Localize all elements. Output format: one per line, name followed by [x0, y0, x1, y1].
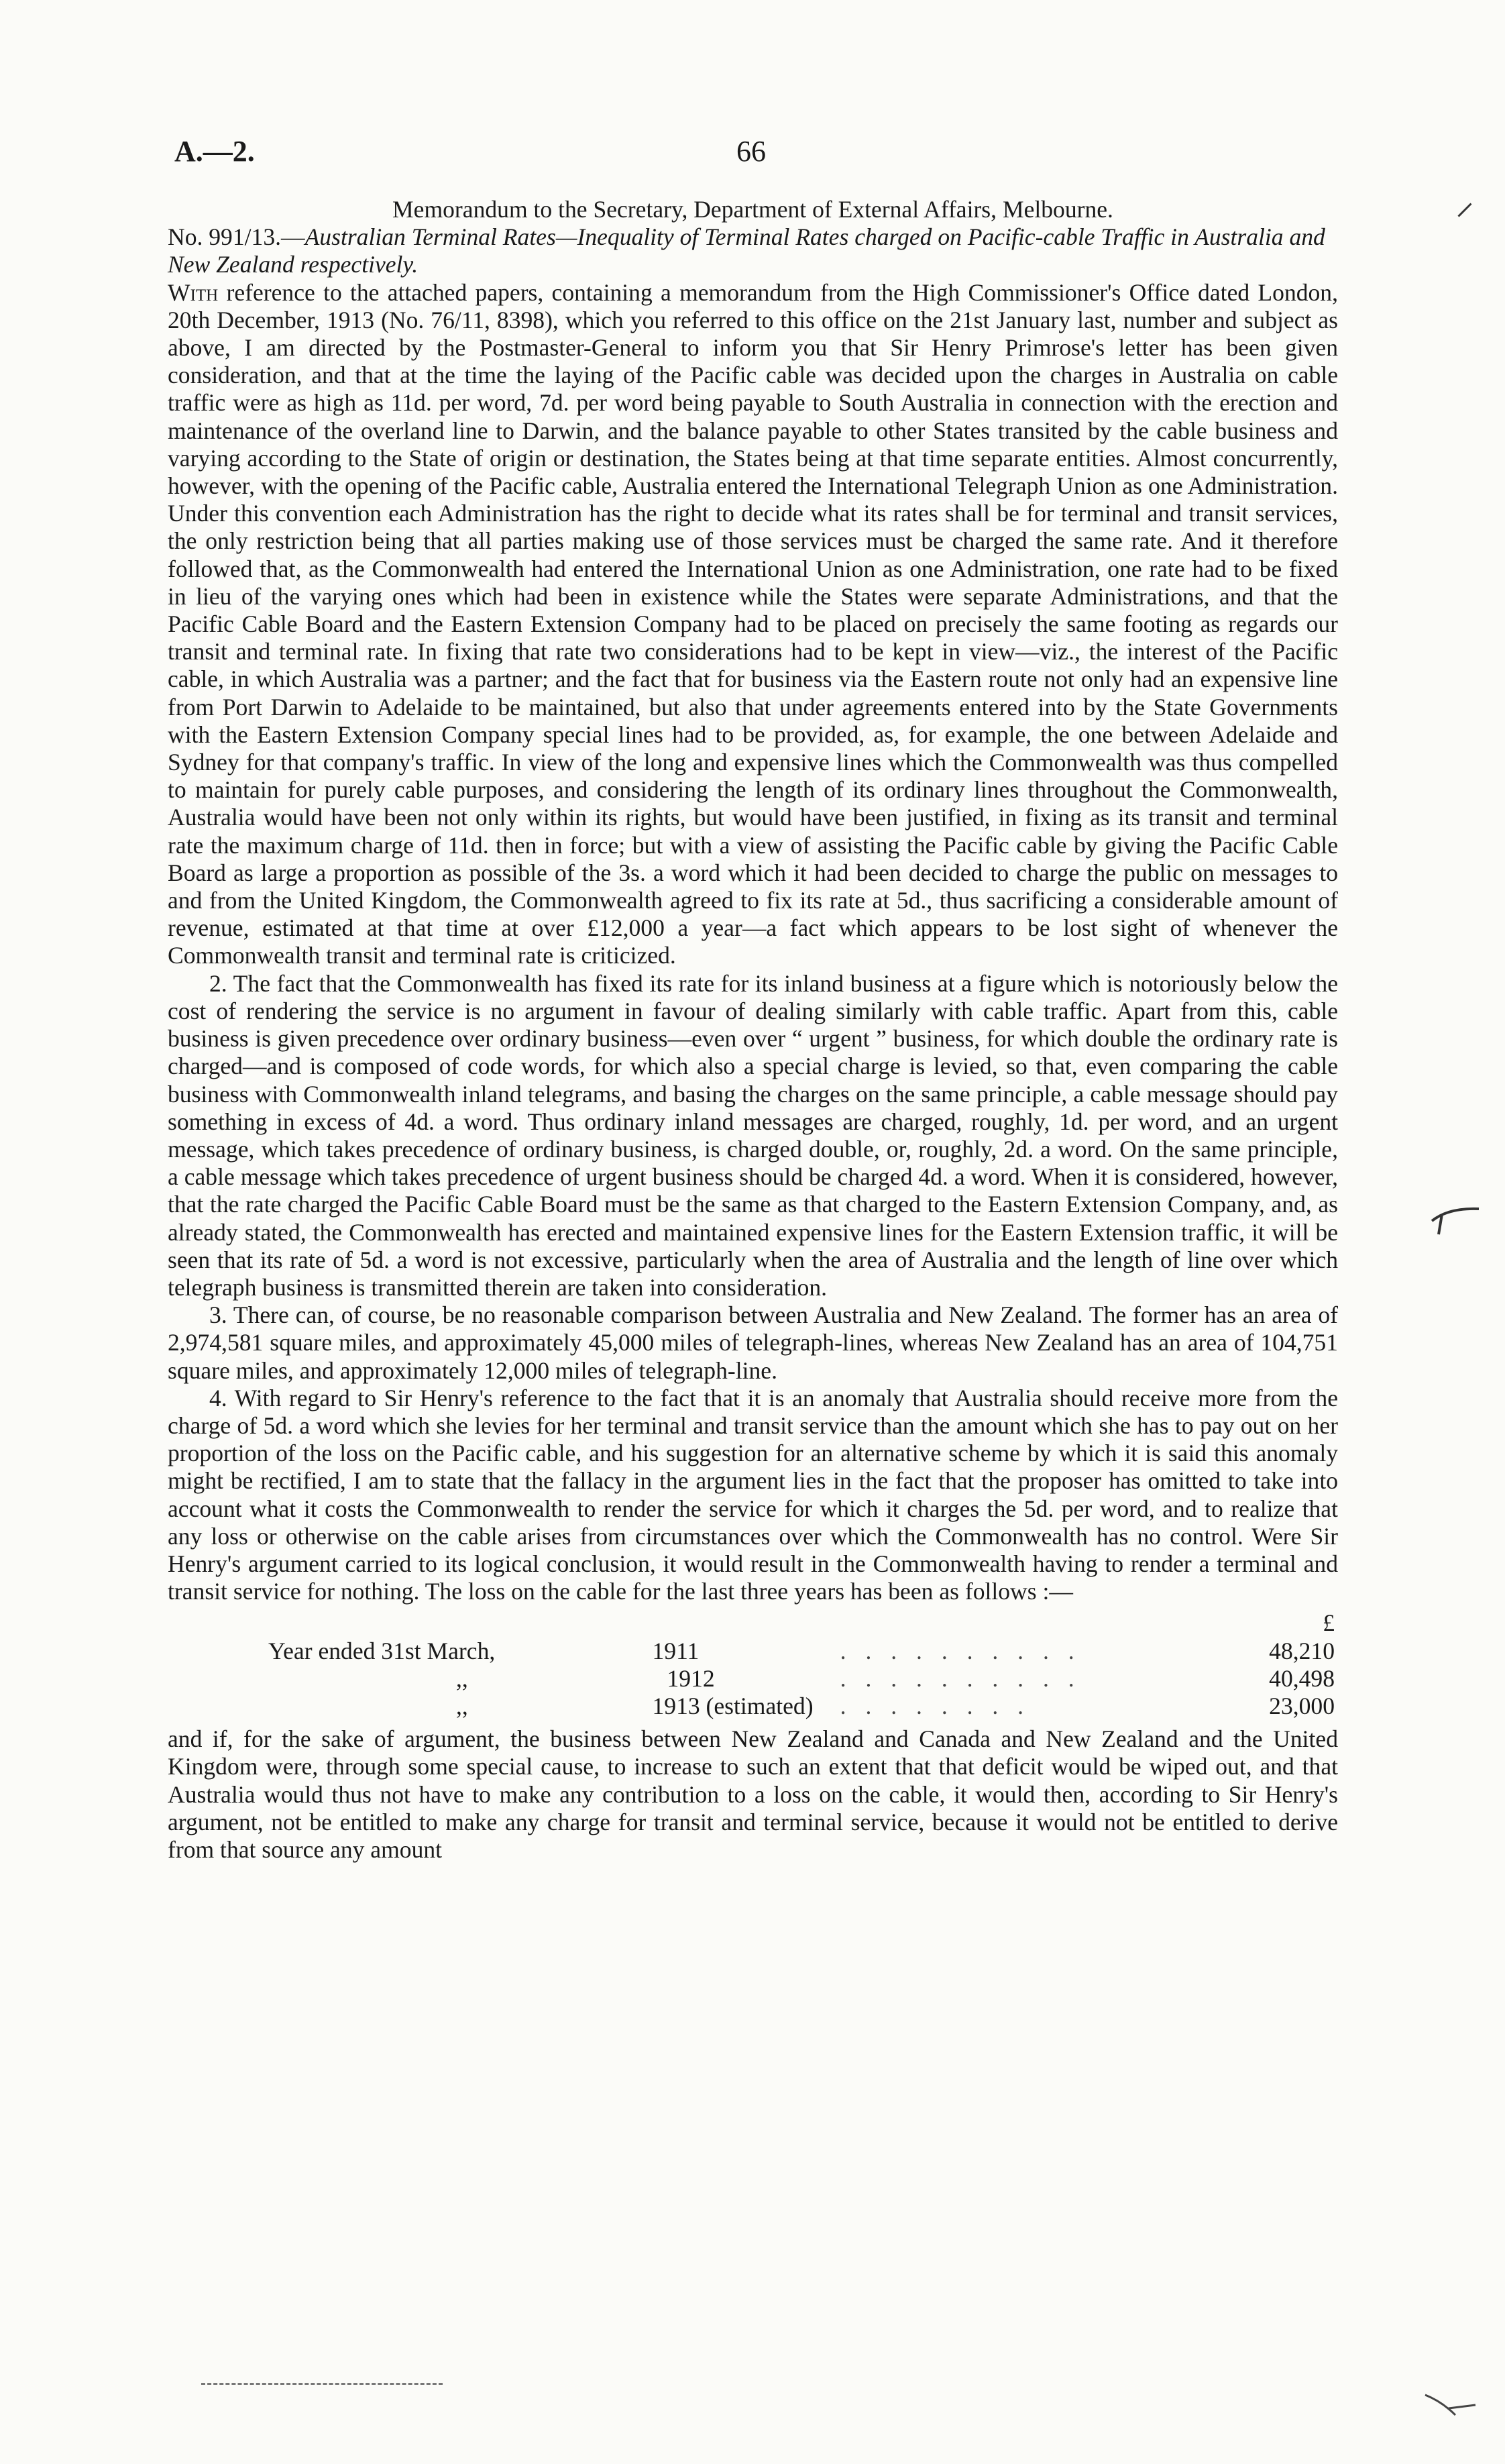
table-row [268, 1665, 1335, 1693]
row-amount: 40,498 [1269, 1664, 1335, 1692]
table-row [268, 1693, 1335, 1720]
table-row [268, 1638, 1335, 1665]
row-amount: 48,210 [1269, 1637, 1335, 1664]
section-code: A.—2. [174, 135, 255, 168]
currency-symbol: £ [1323, 1609, 1335, 1637]
memo-heading [168, 223, 1338, 278]
row-year: 1913 (estimated) [652, 1692, 814, 1719]
footer-rule [201, 2383, 443, 2388]
row-leader: . . . . . . . . . . [840, 1664, 1081, 1692]
row-year: 1912 [667, 1664, 715, 1692]
memo-number: No. 991/13.— [168, 223, 305, 251]
row-label: ,, [456, 1664, 468, 1692]
document-body [168, 196, 1338, 1864]
memo-addressee: Memorandum to the Secretary, Department of External Affairs, Melbourne. [392, 196, 1113, 223]
margin-mark-top: ⸝ [1455, 181, 1474, 223]
margin-mark-bottom [1422, 2388, 1482, 2439]
paragraph-4: 4. With regard to Sir Henry's reference to the fact that it is an anomaly that Australia should receive more from the charge of 5d. a word which she levies for her terminal and transit service than the amount which she has to pay out on her proportion of the loss on the Pacific cable, and his suggestion for an alternative scheme by which it is said this anomaly might be rectified, I am to state that the fallacy in the argument lies in the fact that the proposer has omitted to take into account what it costs the Commonwealth to render the service for which it charges the 5d. per word, and to realize that any loss or otherwise on the cable arises from circumstances over which the Commonwealth has no control. Were Sir Henry's argument carried to its logical conclusion, it would result in the Commonwealth having to render a terminal and transit service for nothing. The loss on the cable for the last three years has been as follows :— [168, 1384, 1338, 1605]
cable-loss-table [268, 1609, 1335, 1720]
paragraph-5: and if, for the sake of argument, the business between New Zealand and Canada and New Zealand and the United Kingdom were, through some special cause, to increase to such an extent that that deficit would be wiped out, and that Australia would thus not have to make any contribution to a loss on the cable, it would then, according to Sir Henry's argument, not be entitled to make any charge for transit and terminal service, because it would not be entitled to derive from that source any amount [168, 1725, 1338, 1863]
page-number: 66 [736, 135, 766, 168]
table-header-row [268, 1609, 1335, 1637]
row-amount: 23,000 [1269, 1692, 1335, 1719]
paragraph-2: 2. The fact that the Commonwealth has fixed its rate for its inland business at a figure which is notoriously below the cost of rendering the service is no argument in favour of dealing similarly with cable traffic. Apart from this, cable business is given precedence over ordinary business—even over “ urgent ” business, for which double the ordinary rate is charged—and is composed of code words, for which also a special charge is levied, so that, even comparing the cable business with Commonwealth inland telegrams, and basing the charges on the same principle, a cable message should pay something in excess of 4d. a word. Thus ordinary inland messages are charged, roughly, 1d. per word, and an urgent message, which takes precedence of ordinary business, is charged double, or, roughly, 2d. a word. On the same principle, a cable message which takes precedence of urgent business should be charged 4d. a word. When it is considered, however, that the rate charged the Pacific Cable Board must be the same as that charged to the Eastern Extension Company, and, as already stated, the Commonwealth has erected and maintained expensive lines for the Eastern Extension traffic, it will be seen that its rate of 5d. a word is not excessive, particularly when the area of Australia and the length of line over which telegraph business is transmitted therein are taken into consideration. [168, 969, 1338, 1301]
memo-subject: Australian Terminal Rates—Inequality of Terminal Rates charged on Pacific-cable Traffic in Australia and New Zealand respectively. [168, 223, 1325, 278]
row-leader: . . . . . . . . . . [840, 1637, 1081, 1664]
row-label: ,, [456, 1692, 468, 1719]
paragraph-1 [168, 279, 1338, 970]
paragraph-3: 3. There can, of course, be no reasonable comparison between Australia and New Zealand. The former has an area of 2,974,581 square miles, and approximately 45,000 miles of telegraph-lines, whereas New Zealand has an area of 104,751 square miles, and approximately 12,000 miles of telegraph-line. [168, 1301, 1338, 1384]
page-header [174, 134, 1328, 181]
margin-mark-middle [1429, 1201, 1482, 1251]
paragraph-1-text: reference to the attached papers, containing a memorandum from the High Commissioner's Office dated London, 20th December, 1913 (No. 76/11, 8398), which you referred to this office on the 21st January last, number and subject as above, I am directed by the Postmaster-General to inform you that Sir Henry Primrose's letter has been given consideration, and that at the time the laying of the Pacific cable was decided upon the charges in Australia on cable traffic were as high as 11d. per word, 7d. per word being payable to South Australia in connection with the erection and maintenance of the overland line to Darwin, and the balance payable to other States transited by the cable business and varying according to the State of origin or destination, the States being at that time separate entities. Almost concurrently, however, with the opening of the Pacific cable, Australia entered the International Telegraph Union as one Administration. Under this convention each Administration has the right to decide what its rates shall be for terminal and transit services, the only restriction being that all parties making use of those services must be charged the same rate. And it therefore followed that, as the Commonwealth had entered the International Union as one Administration, one rate had to be fixed in lieu of the varying ones which had been in existence while the States were separate Administrations, and that the Pacific Cable Board and the Eastern Extension Company had to be placed on precisely the same footing as regards our transit and terminal rate. In fixing that rate two considerations had to be kept in view—viz., the interest of the Pacific cable, in which Australia was a partner; and the fact that for business via the Eastern route not only had an expensive line from Port Darwin to Adelaide to be maintained, but also that under agreements entered into by the State Governments with the Eastern Extension Company special lines had to be provided, as, for example, the one between Adelaide and Sydney for that company's traffic. In view of the long and expensive lines which the Commonwealth was thus compelled to maintain for purely cable purposes, and considering the length of its ordinary lines throughout the Commonwealth, Australia would have been not only within its rights, but would have been justified, in fixing as its transit and terminal rate the maximum charge of 11d. then in force; but with a view of assisting the Pacific cable by giving the Pacific Cable Board as large a proportion as possible of the 3s. a word which it had been decided to charge the public on messages to and from the United Kingdom, the Commonwealth agreed to fix its rate at 5d., thus sacrificing a considerable amount of revenue, estimated at that time at over £12,000 a year—a fact which appears to be lost sight of whenever the Commonwealth transit and terminal rate is criticized. [168, 278, 1338, 969]
row-leader: . . . . . . . . [840, 1692, 1031, 1719]
paragraph-1-lead: With [168, 278, 219, 306]
row-label: Year ended 31st March, [268, 1637, 496, 1664]
row-year: 1911 [652, 1637, 700, 1664]
